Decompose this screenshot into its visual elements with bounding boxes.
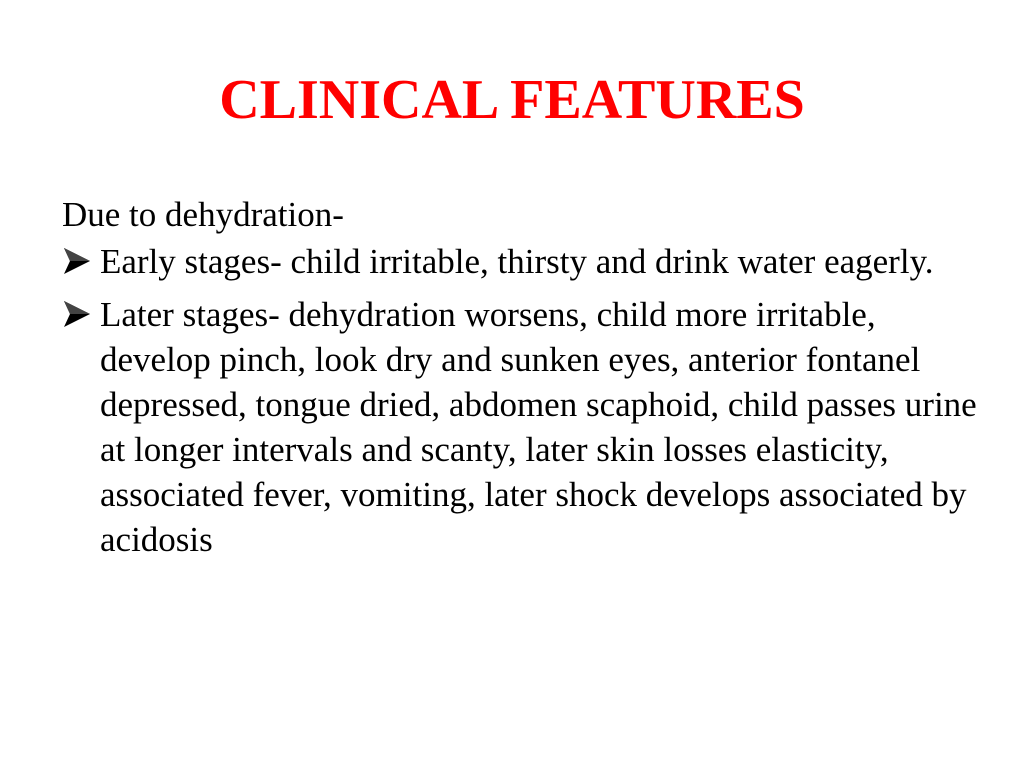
slide-title: CLINICAL FEATURES bbox=[219, 69, 805, 131]
bullet-item-early-stages bbox=[62, 239, 982, 284]
bullet-list bbox=[62, 239, 982, 562]
bullet-item-later-stages bbox=[62, 292, 982, 562]
arrowhead-bullet-icon bbox=[62, 247, 92, 275]
slide-body bbox=[62, 192, 982, 562]
arrowhead-bullet-icon bbox=[62, 300, 92, 328]
bullet-text: Later stages- dehydration worsens, child more irritable, develop pinch, look dry and sunken eyes, anterior fontanel depressed, tongue dried, abdomen scaphoid, child passes urine at longer intervals and scanty, later skin losses elasticity, associated fever, vomiting, later shock develops associated by acidosis bbox=[100, 295, 977, 559]
bullet-text: Early stages- child irritable, thirsty and drink water eagerly. bbox=[100, 242, 934, 281]
intro-text: Due to dehydration- bbox=[62, 195, 344, 234]
